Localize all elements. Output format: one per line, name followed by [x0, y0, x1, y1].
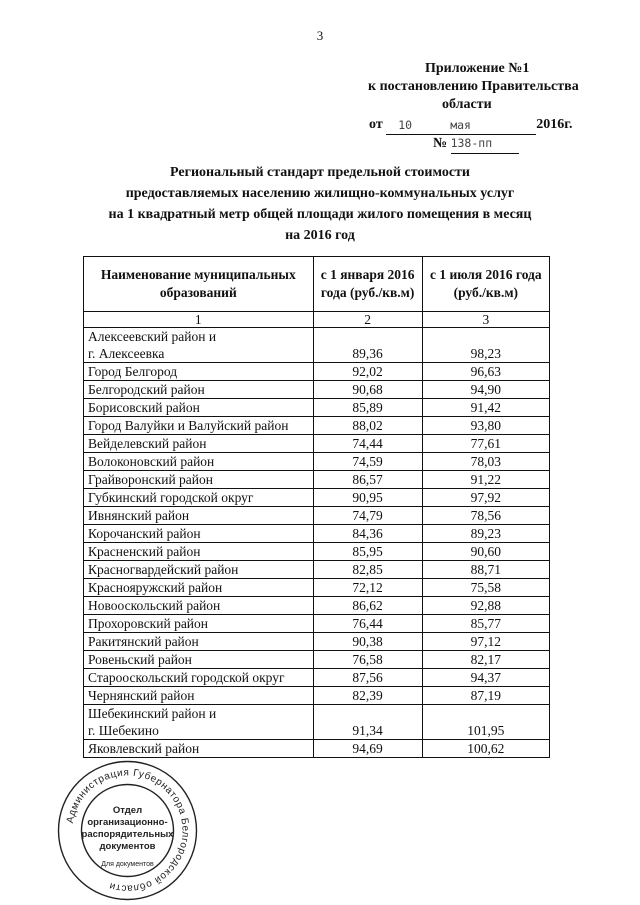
jul-price-cell: 88,71 [422, 561, 549, 579]
table-row [84, 363, 550, 381]
municipality-name: Ровеньский район [88, 652, 192, 667]
municipality-cell [84, 579, 314, 597]
municipality-name: Старооскольский городской округ [88, 670, 285, 685]
table-row [84, 381, 550, 399]
municipality-name: Чернянский район [88, 688, 195, 703]
annex-date-prefix: от [369, 117, 383, 132]
jan-price-cell: 92,02 [313, 363, 422, 381]
municipality-name: Красненский район [88, 544, 201, 559]
jul-price-cell: 87,19 [422, 687, 549, 705]
municipality-name-cont: г. Шебекино [88, 723, 159, 738]
jul-price-cell: 89,23 [422, 525, 549, 543]
municipality-cell [84, 705, 314, 740]
title-line: на 1 квадратный метр общей площади жилого помещения в месяц [108, 207, 532, 222]
jul-price-cell: 92,88 [422, 597, 549, 615]
municipality-name: Новооскольский район [88, 598, 221, 613]
municipality-cell [84, 471, 314, 489]
municipality-name-cont: г. Алексеевка [88, 346, 165, 361]
municipality-cell [84, 328, 314, 363]
table-row [84, 525, 550, 543]
table-row [84, 705, 550, 740]
document-title [0, 162, 640, 246]
municipality-cell [84, 507, 314, 525]
jul-price-cell: 90,60 [422, 543, 549, 561]
annex-number: 138-пп [450, 136, 493, 150]
table-row [84, 507, 550, 525]
annex-number-line [433, 134, 519, 154]
municipality-cell [84, 687, 314, 705]
jul-price-cell: 93,80 [422, 417, 549, 435]
municipality-cell [84, 615, 314, 633]
municipality-cell [84, 597, 314, 615]
price-standard-table [83, 256, 550, 758]
municipality-name: Город Белгород [88, 364, 178, 379]
jan-price-cell: 85,95 [313, 543, 422, 561]
jan-price-cell: 90,68 [313, 381, 422, 399]
index-cell: 3 [422, 312, 549, 328]
table-header-row [84, 257, 550, 312]
municipality-name: Алексеевский район и [88, 329, 217, 344]
annex-number-underline [451, 134, 519, 154]
jan-price-cell: 82,39 [313, 687, 422, 705]
municipality-cell [84, 381, 314, 399]
official-stamp [55, 758, 200, 903]
jul-price-cell: 98,23 [422, 328, 549, 363]
table-row [84, 740, 550, 758]
municipality-cell [84, 543, 314, 561]
municipality-name: Красногвардейский район [88, 562, 239, 577]
jan-price-cell: 89,36 [313, 328, 422, 363]
jan-price-cell: 86,62 [313, 597, 422, 615]
table-row [84, 579, 550, 597]
municipality-name: Волоконовский район [88, 454, 215, 469]
jul-price-cell: 94,37 [422, 669, 549, 687]
jan-price-cell: 74,79 [313, 507, 422, 525]
jan-price-cell: 86,57 [313, 471, 422, 489]
jul-price-cell: 78,03 [422, 453, 549, 471]
jul-price-cell: 85,77 [422, 615, 549, 633]
table-row [84, 597, 550, 615]
jul-price-cell: 96,63 [422, 363, 549, 381]
municipality-cell [84, 363, 314, 381]
header-jan-2016: с 1 января 2016 года (руб./кв.м) [313, 257, 422, 312]
header-jul-2016: с 1 июля 2016 года (руб./кв.м) [422, 257, 549, 312]
index-cell: 1 [84, 312, 314, 328]
annex-day: 10 [398, 118, 413, 132]
jul-price-cell: 75,58 [422, 579, 549, 597]
jan-price-cell: 74,44 [313, 435, 422, 453]
municipality-name: Белгородский район [88, 382, 205, 397]
table-body [84, 328, 550, 758]
jul-price-cell: 100,62 [422, 740, 549, 758]
municipality-name: Яковлевский район [88, 741, 200, 756]
jul-price-cell: 78,56 [422, 507, 549, 525]
annex-number-prefix: № [433, 136, 448, 151]
municipality-cell [84, 669, 314, 687]
annex-year: 2016г. [536, 117, 573, 132]
jul-price-cell: 94,90 [422, 381, 549, 399]
jan-price-cell: 76,44 [313, 615, 422, 633]
table-row [84, 633, 550, 651]
jan-price-cell: 85,89 [313, 399, 422, 417]
municipality-cell [84, 633, 314, 651]
municipality-cell [84, 561, 314, 579]
stamp-bottom-text: Для документов [101, 861, 154, 868]
table-row [84, 687, 550, 705]
municipality-name: Борисовский район [88, 400, 200, 415]
header-municipality: Наименование муниципальных образований [84, 257, 314, 312]
jul-price-cell: 82,17 [422, 651, 549, 669]
annex-date-line [369, 116, 572, 135]
annex-title: Приложение №1 [425, 61, 530, 76]
jul-price-cell: 91,42 [422, 399, 549, 417]
jan-price-cell: 90,38 [313, 633, 422, 651]
jul-price-cell: 97,92 [422, 489, 549, 507]
table-row [84, 435, 550, 453]
municipality-name: Грайворонский район [88, 472, 213, 487]
table-index-row [84, 312, 550, 328]
municipality-name: Ракитянский район [88, 634, 199, 649]
municipality-cell [84, 453, 314, 471]
title-line: на 2016 год [285, 228, 355, 243]
table-row [84, 399, 550, 417]
municipality-name: Корочанский район [88, 526, 201, 541]
table-row [84, 651, 550, 669]
table-row [84, 471, 550, 489]
municipality-cell [84, 525, 314, 543]
jul-price-cell: 101,95 [422, 705, 549, 740]
municipality-name: Ивнянский район [88, 508, 190, 523]
municipality-cell [84, 740, 314, 758]
municipality-cell [84, 417, 314, 435]
jan-price-cell: 82,85 [313, 561, 422, 579]
title-line: Региональный стандарт предельной стоимости [170, 165, 470, 180]
jul-price-cell: 77,61 [422, 435, 549, 453]
municipality-name: Губкинский городской округ [88, 490, 254, 505]
municipality-name: Прохоровский район [88, 616, 209, 631]
municipality-name: Город Валуйки и Валуйский район [88, 418, 289, 433]
stamp-ring-text: Администрация Губернатора Белгородской области [64, 767, 191, 894]
jan-price-cell: 72,12 [313, 579, 422, 597]
table-row [84, 669, 550, 687]
page-number: 3 [316, 28, 324, 43]
annex-month: мая [450, 118, 471, 132]
table-row [84, 328, 550, 363]
table-row [84, 417, 550, 435]
annex-region-line: области [442, 97, 492, 112]
jan-price-cell: 87,56 [313, 669, 422, 687]
stamp-center-line: организационно- [87, 817, 168, 828]
jul-price-cell: 91,22 [422, 471, 549, 489]
municipality-cell [84, 435, 314, 453]
municipality-name: Вейделевский район [88, 436, 207, 451]
jan-price-cell: 90,95 [313, 489, 422, 507]
jul-price-cell: 97,12 [422, 633, 549, 651]
index-cell: 2 [313, 312, 422, 328]
table-row [84, 453, 550, 471]
stamp-center-line: распорядительных [81, 829, 174, 840]
municipality-cell [84, 651, 314, 669]
jan-price-cell: 88,02 [313, 417, 422, 435]
stamp-center-line: документов [99, 841, 156, 852]
annex-date-underline [386, 116, 536, 135]
municipality-cell [84, 489, 314, 507]
stamp-center-line: Отдел [112, 805, 143, 816]
jan-price-cell: 94,69 [313, 740, 422, 758]
jan-price-cell: 84,36 [313, 525, 422, 543]
table-row [84, 561, 550, 579]
jan-price-cell: 91,34 [313, 705, 422, 740]
table-row [84, 615, 550, 633]
table-row [84, 543, 550, 561]
jan-price-cell: 76,58 [313, 651, 422, 669]
jan-price-cell: 74,59 [313, 453, 422, 471]
table-row [84, 489, 550, 507]
municipality-cell [84, 399, 314, 417]
title-line: предоставляемых населению жилищно-коммунальных услуг [125, 186, 515, 201]
annex-resolution-line: к постановлению Правительства [368, 79, 579, 94]
municipality-name: Краснояружский район [88, 580, 223, 595]
municipality-name: Шебекинский район и [88, 706, 217, 721]
